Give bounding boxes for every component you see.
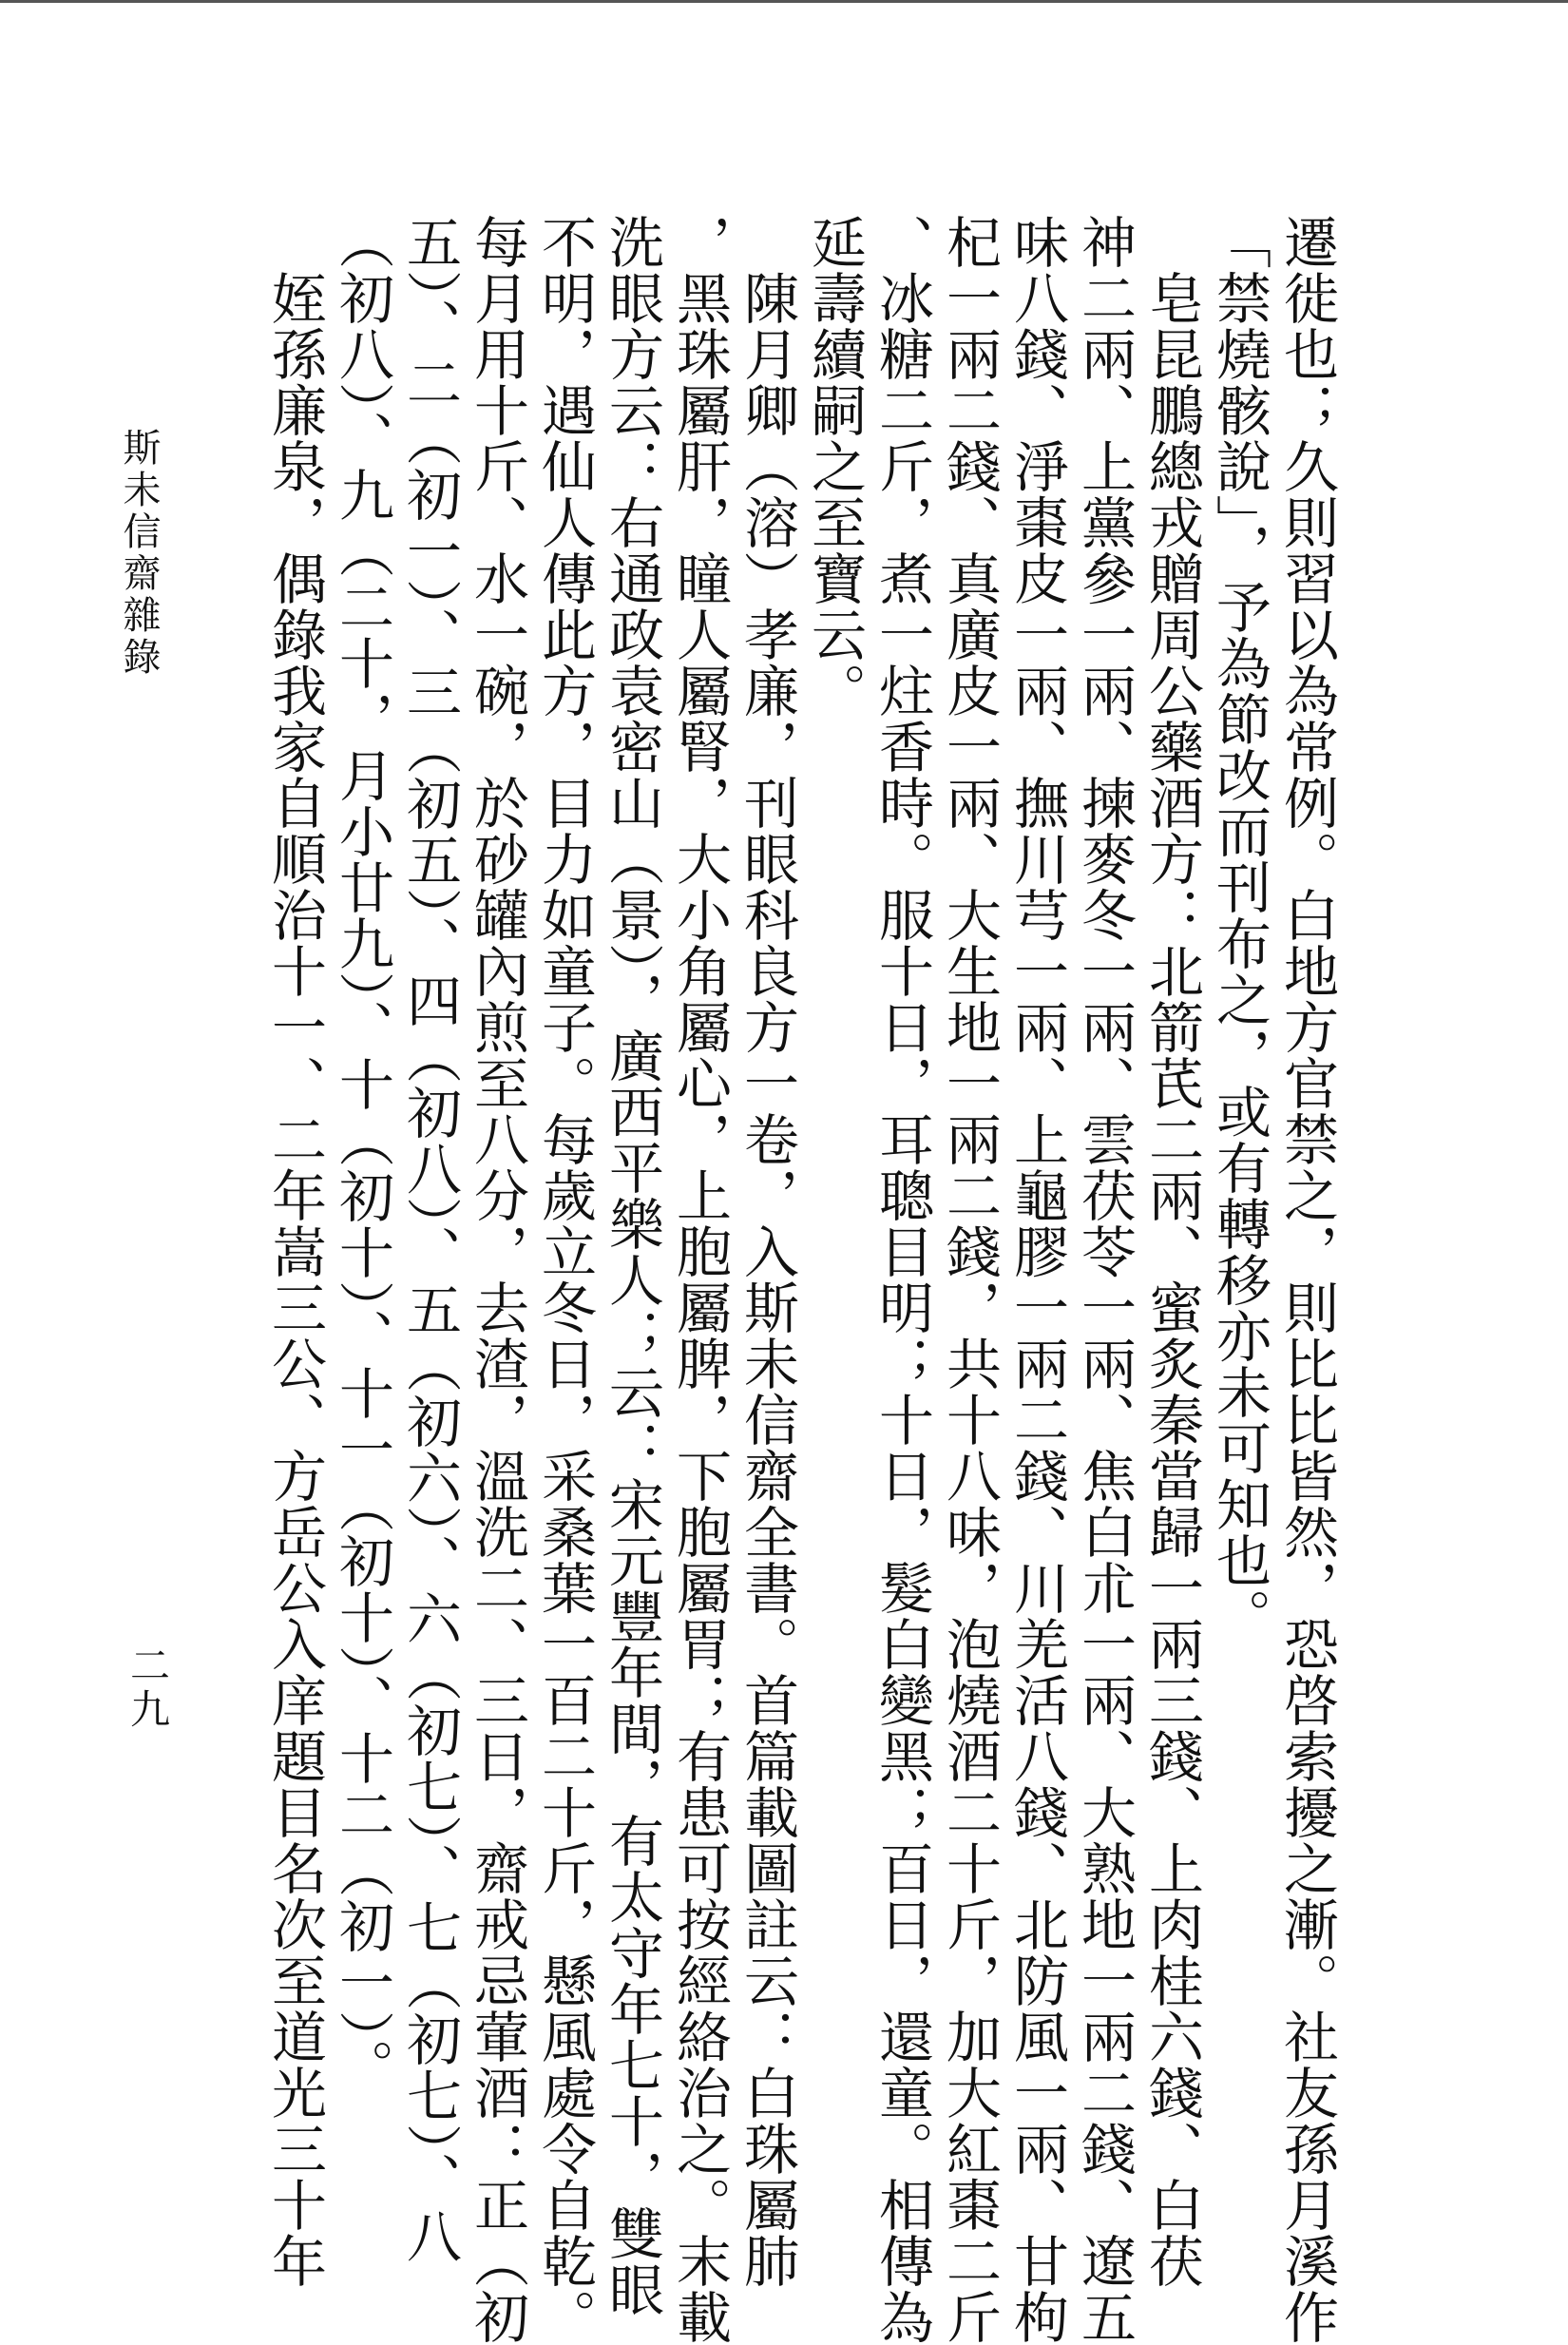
text-column: （初八）、九（二十，月小廿九）、十（初十）、十一（初十）、十二（初一）。 — [330, 214, 394, 2095]
text-column: 陳月卿（溶）孝廉，刊眼科良方一卷，入斯未信齋全書。首篇載圖註云：白珠屬肺 — [735, 214, 799, 2289]
text-column: 姪孫廉泉，偶錄我家自順治十一、二年嵩三公、方岳公入庠題目名次至道光三十年 — [262, 214, 327, 2289]
text-column: 洗眼方云：右通政袁密山（景），廣西平樂人；云：宋元豐年間，有太守年七十，雙眼 — [600, 214, 664, 2317]
top-border-rule — [0, 0, 1568, 3]
main-text-body — [260, 214, 1340, 2345]
text-column: 遷徙也；久則習以為常例。白地方官禁之，則比比皆然，恐啓索擾之漸。社友孫月溪作 — [1274, 214, 1339, 2345]
text-column: 皂昆鵬總戎贈周公藥酒方：北箭芪二兩、蜜炙秦當歸一兩三錢、上肉桂六錢、白茯 — [1139, 214, 1204, 2289]
text-column: 「禁燒骸說」，予為節改而刊布之，或有轉移亦未可知也。 — [1207, 214, 1272, 1644]
text-column: 神二兩、上黨參一兩、揀麥冬一兩、雲茯苓一兩、焦白朮一兩、大熟地一兩二錢、遼五 — [1072, 214, 1137, 2345]
text-column: 五）、二（初一）、三（初五）、四（初八）、五（初六）、六（初七）、七（初七）、八 — [397, 214, 462, 2264]
text-column: ，黑珠屬肝，瞳人屬腎，大小角屬心，上胞屬脾，下胞屬胃；有患可按經絡治之。末載 — [667, 214, 732, 2345]
text-column: 、冰糖二斤，煮一炷香時。服十日，耳聰目明；十日，髮白變黑；百日，還童。相傳為 — [870, 214, 934, 2345]
text-column: 延壽續嗣之至寶云。 — [802, 214, 867, 719]
running-head: 斯未信齋雜錄 — [117, 428, 161, 679]
page-number: 二九 — [124, 1644, 171, 1732]
text-column: 杞一兩二錢、真廣皮一兩、大生地一兩二錢，共十八味，泡燒酒二十斤，加大紅棗二斤 — [937, 214, 1002, 2345]
text-column: 每月用十斤、水一碗，於砂罐內煎至八分，去渣，溫洗二、三日，齋戒忌葷酒：正（初 — [465, 214, 529, 2345]
text-column: 不明，遇仙人傳此方，目力如童子。每歲立冬日，采桑葉一百二十斤，懸風處令自乾。 — [532, 214, 597, 2345]
text-column: 味八錢、淨棗皮一兩、撫川芎一兩、上龜膠一兩二錢、川羌活八錢、北防風一兩、甘枸 — [1004, 214, 1069, 2345]
